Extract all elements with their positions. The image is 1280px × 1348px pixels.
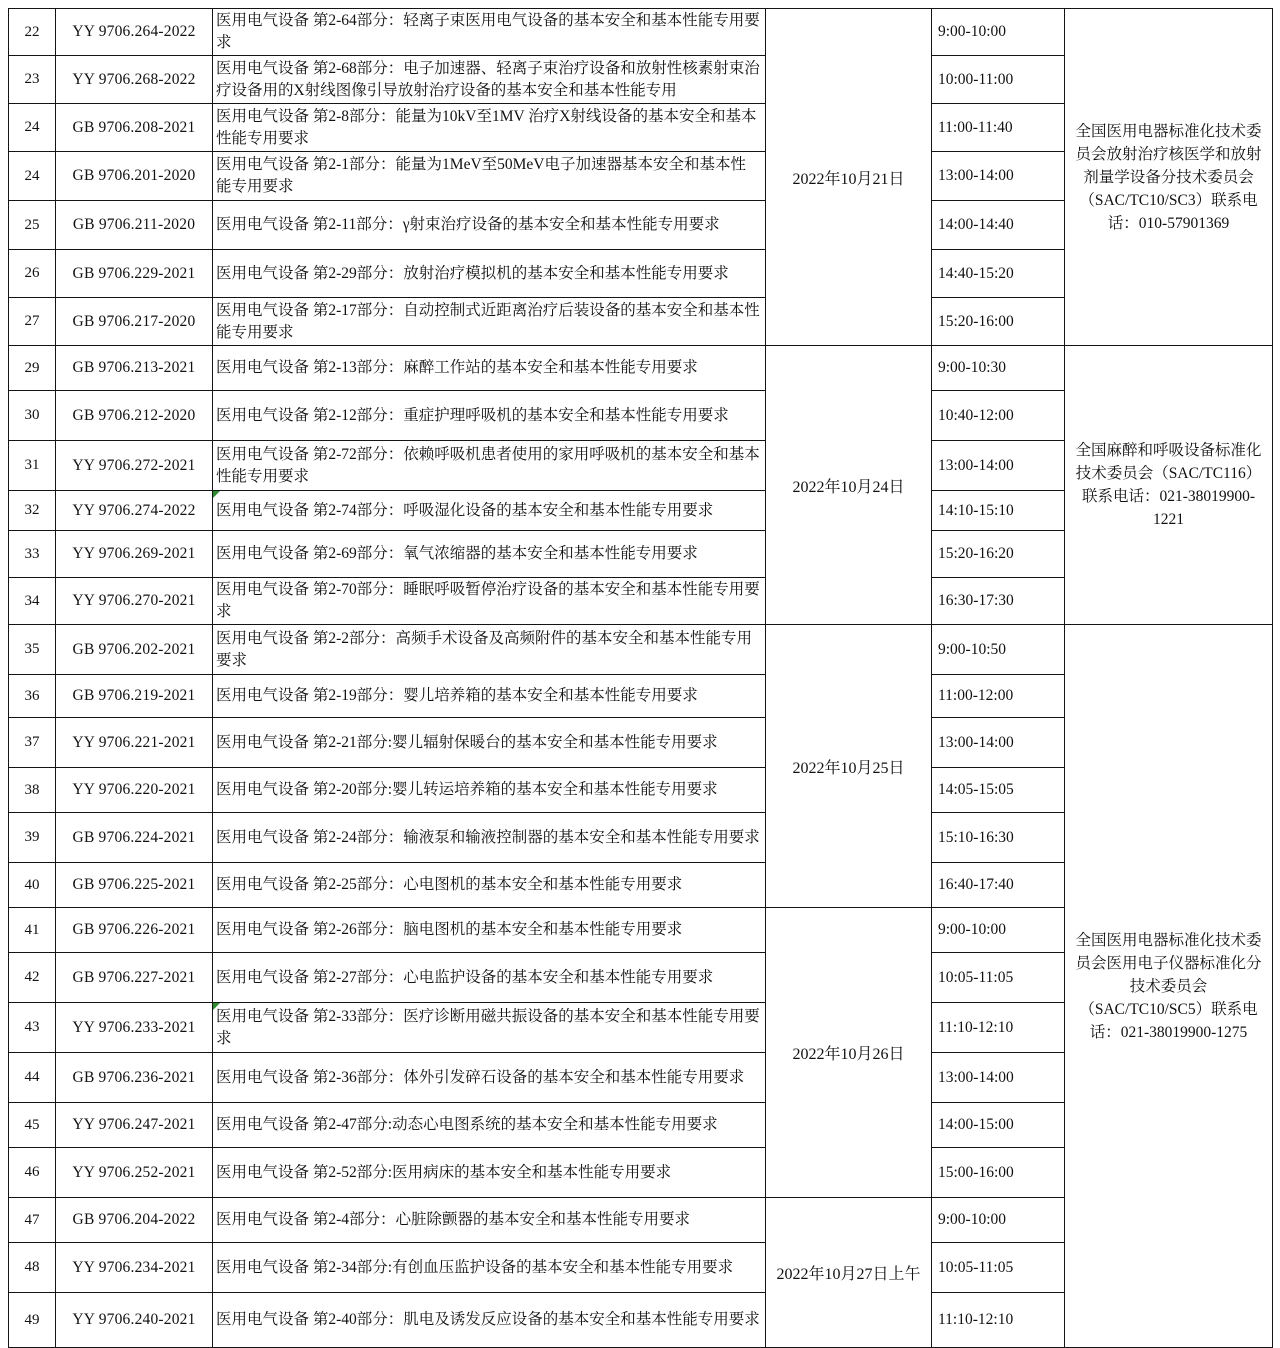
row-number-cell: 42 bbox=[9, 953, 56, 1003]
time-slot-cell: 11:10-12:10 bbox=[932, 1003, 1065, 1053]
session-date-cell: 2022年10月26日 bbox=[766, 908, 932, 1198]
time-slot-cell: 16:30-17:30 bbox=[932, 578, 1065, 625]
standard-title-cell: 医用电气设备 第2-33部分：医疗诊断用磁共振设备的基本安全和基本性能专用要求 bbox=[213, 1003, 766, 1053]
standard-code-cell: GB 9706.213-2021 bbox=[56, 346, 213, 391]
time-slot-cell: 9:00-10:50 bbox=[932, 625, 1065, 675]
row-number-cell: 37 bbox=[9, 718, 56, 768]
row-number-cell: 33 bbox=[9, 531, 56, 578]
standard-title-cell: 医用电气设备 第2-27部分：心电监护设备的基本安全和基本性能专用要求 bbox=[213, 953, 766, 1003]
row-number-cell: 40 bbox=[9, 863, 56, 908]
committee-contact-cell: 全国医用电器标准化技术委员会放射治疗核医学和放射剂量学设备分技术委员会（SAC/TC10/SC3）联系电话：010-57901369 bbox=[1065, 9, 1273, 346]
session-date-cell: 2022年10月27日上午 bbox=[766, 1198, 932, 1348]
standard-code-cell: GB 9706.229-2021 bbox=[56, 250, 213, 298]
standard-title-cell: 医用电气设备 第2-52部分:医用病床的基本安全和基本性能专用要求 bbox=[213, 1148, 766, 1198]
standard-title-cell: 医用电气设备 第2-47部分:动态心电图系统的基本安全和基本性能专用要求 bbox=[213, 1103, 766, 1148]
standard-title-cell: 医用电气设备 第2-13部分：麻醉工作站的基本安全和基本性能专用要求 bbox=[213, 346, 766, 391]
standard-code-cell: YY 9706.252-2021 bbox=[56, 1148, 213, 1198]
row-number-cell: 26 bbox=[9, 250, 56, 298]
row-number-cell: 22 bbox=[9, 9, 56, 56]
row-number-cell: 31 bbox=[9, 441, 56, 491]
standard-title-cell: 医用电气设备 第2-20部分:婴儿转运培养箱的基本安全和基本性能专用要求 bbox=[213, 768, 766, 813]
standard-title-cell: 医用电气设备 第2-17部分：自动控制式近距离治疗后装设备的基本安全和基本性能专用要求 bbox=[213, 298, 766, 346]
standard-title-cell: 医用电气设备 第2-29部分：放射治疗模拟机的基本安全和基本性能专用要求 bbox=[213, 250, 766, 298]
standard-code-cell: YY 9706.247-2021 bbox=[56, 1103, 213, 1148]
standard-title-cell: 医用电气设备 第2-36部分：体外引发碎石设备的基本安全和基本性能专用要求 bbox=[213, 1053, 766, 1103]
row-number-cell: 29 bbox=[9, 346, 56, 391]
standard-code-cell: YY 9706.234-2021 bbox=[56, 1243, 213, 1293]
row-number-cell: 25 bbox=[9, 201, 56, 250]
time-slot-cell: 14:10-15:10 bbox=[932, 491, 1065, 531]
standard-title-cell: 医用电气设备 第2-74部分：呼吸湿化设备的基本安全和基本性能专用要求 bbox=[213, 491, 766, 531]
session-date-cell: 2022年10月24日 bbox=[766, 346, 932, 625]
row-number-cell: 46 bbox=[9, 1148, 56, 1198]
time-slot-cell: 14:40-15:20 bbox=[932, 250, 1065, 298]
row-number-cell: 41 bbox=[9, 908, 56, 953]
time-slot-cell: 15:00-16:00 bbox=[932, 1148, 1065, 1198]
time-slot-cell: 13:00-14:00 bbox=[932, 718, 1065, 768]
standard-title-cell: 医用电气设备 第2-69部分：氧气浓缩器的基本安全和基本性能专用要求 bbox=[213, 531, 766, 578]
time-slot-cell: 14:00-14:40 bbox=[932, 201, 1065, 250]
standard-title-cell: 医用电气设备 第2-26部分：脑电图机的基本安全和基本性能专用要求 bbox=[213, 908, 766, 953]
time-slot-cell: 11:00-12:00 bbox=[932, 675, 1065, 718]
session-date-cell: 2022年10月25日 bbox=[766, 625, 932, 908]
row-number-cell: 47 bbox=[9, 1198, 56, 1243]
standard-code-cell: GB 9706.236-2021 bbox=[56, 1053, 213, 1103]
standard-title-cell: 医用电气设备 第2-8部分：能量为10kV至1MV 治疗X射线设备的基本安全和基本性能专用要求 bbox=[213, 104, 766, 152]
standard-title-cell: 医用电气设备 第2-11部分：γ射束治疗设备的基本安全和基本性能专用要求 bbox=[213, 201, 766, 250]
standard-code-cell: GB 9706.225-2021 bbox=[56, 863, 213, 908]
standard-title-cell: 医用电气设备 第2-64部分：轻离子束医用电气设备的基本安全和基本性能专用要求 bbox=[213, 9, 766, 56]
time-slot-cell: 9:00-10:00 bbox=[932, 908, 1065, 953]
time-slot-cell: 10:05-11:05 bbox=[932, 953, 1065, 1003]
standard-code-cell: YY 9706.221-2021 bbox=[56, 718, 213, 768]
standard-title-cell: 医用电气设备 第2-40部分：肌电及诱发反应设备的基本安全和基本性能专用要求 bbox=[213, 1293, 766, 1348]
time-slot-cell: 9:00-10:00 bbox=[932, 1198, 1065, 1243]
standard-code-cell: YY 9706.220-2021 bbox=[56, 768, 213, 813]
standard-code-cell: YY 9706.233-2021 bbox=[56, 1003, 213, 1053]
row-number-cell: 23 bbox=[9, 56, 56, 104]
row-number-cell: 27 bbox=[9, 298, 56, 346]
table-row bbox=[9, 9, 1273, 56]
standard-title-cell: 医用电气设备 第2-68部分：电子加速器、轻离子束治疗设备和放射性核素射束治疗设备用的X射线图像引导放射治疗设备的基本安全和基本性能专用 bbox=[213, 56, 766, 104]
standard-title-cell: 医用电气设备 第2-2部分：高频手术设备及高频附件的基本安全和基本性能专用要求 bbox=[213, 625, 766, 675]
schedule-table-body bbox=[9, 9, 1273, 1348]
standard-code-cell: YY 9706.272-2021 bbox=[56, 441, 213, 491]
time-slot-cell: 13:00-14:00 bbox=[932, 152, 1065, 201]
standards-schedule-table bbox=[8, 8, 1273, 1348]
standard-code-cell: YY 9706.240-2021 bbox=[56, 1293, 213, 1348]
row-number-cell: 30 bbox=[9, 391, 56, 441]
time-slot-cell: 15:10-16:30 bbox=[932, 813, 1065, 863]
standard-code-cell: GB 9706.201-2020 bbox=[56, 152, 213, 201]
row-number-cell: 45 bbox=[9, 1103, 56, 1148]
standard-code-cell: GB 9706.219-2021 bbox=[56, 675, 213, 718]
standard-code-cell: YY 9706.268-2022 bbox=[56, 56, 213, 104]
row-number-cell: 43 bbox=[9, 1003, 56, 1053]
standard-title-cell: 医用电气设备 第2-19部分：婴儿培养箱的基本安全和基本性能专用要求 bbox=[213, 675, 766, 718]
standard-title-cell: 医用电气设备 第2-24部分：输液泵和输液控制器的基本安全和基本性能专用要求 bbox=[213, 813, 766, 863]
time-slot-cell: 10:40-12:00 bbox=[932, 391, 1065, 441]
standard-title-cell: 医用电气设备 第2-21部分:婴儿辐射保暖台的基本安全和基本性能专用要求 bbox=[213, 718, 766, 768]
time-slot-cell: 14:00-15:00 bbox=[932, 1103, 1065, 1148]
time-slot-cell: 10:00-11:00 bbox=[932, 56, 1065, 104]
standard-code-cell: GB 9706.227-2021 bbox=[56, 953, 213, 1003]
standard-code-cell: GB 9706.202-2021 bbox=[56, 625, 213, 675]
standard-code-cell: YY 9706.270-2021 bbox=[56, 578, 213, 625]
committee-contact-cell: 全国麻醉和呼吸设备标准化技术委员会（SAC/TC116）联系电话：021-38019900-1221 bbox=[1065, 346, 1273, 625]
row-number-cell: 49 bbox=[9, 1293, 56, 1348]
row-number-cell: 44 bbox=[9, 1053, 56, 1103]
time-slot-cell: 9:00-10:30 bbox=[932, 346, 1065, 391]
time-slot-cell: 15:20-16:00 bbox=[932, 298, 1065, 346]
committee-contact-cell: 全国医用电器标准化技术委员会医用电子仪器标准化分技术委员会（SAC/TC10/SC5）联系电话：021-38019900-1275 bbox=[1065, 625, 1273, 1348]
row-number-cell: 48 bbox=[9, 1243, 56, 1293]
standard-code-cell: YY 9706.264-2022 bbox=[56, 9, 213, 56]
standard-code-cell: GB 9706.217-2020 bbox=[56, 298, 213, 346]
time-slot-cell: 14:05-15:05 bbox=[932, 768, 1065, 813]
time-slot-cell: 16:40-17:40 bbox=[932, 863, 1065, 908]
table-row bbox=[9, 346, 1273, 391]
time-slot-cell: 15:20-16:20 bbox=[932, 531, 1065, 578]
standard-code-cell: GB 9706.212-2020 bbox=[56, 391, 213, 441]
table-row bbox=[9, 625, 1273, 675]
standard-title-cell: 医用电气设备 第2-34部分:有创血压监护设备的基本安全和基本性能专用要求 bbox=[213, 1243, 766, 1293]
standard-code-cell: GB 9706.211-2020 bbox=[56, 201, 213, 250]
row-number-cell: 36 bbox=[9, 675, 56, 718]
standard-title-cell: 医用电气设备 第2-12部分：重症护理呼吸机的基本安全和基本性能专用要求 bbox=[213, 391, 766, 441]
standard-title-cell: 医用电气设备 第2-72部分：依赖呼吸机患者使用的家用呼吸机的基本安全和基本性能专用要求 bbox=[213, 441, 766, 491]
row-number-cell: 24 bbox=[9, 104, 56, 152]
standard-code-cell: GB 9706.224-2021 bbox=[56, 813, 213, 863]
standard-title-cell: 医用电气设备 第2-1部分：能量为1MeV至50MeV电子加速器基本安全和基本性能专用要求 bbox=[213, 152, 766, 201]
time-slot-cell: 9:00-10:00 bbox=[932, 9, 1065, 56]
standard-title-cell: 医用电气设备 第2-70部分：睡眠呼吸暂停治疗设备的基本安全和基本性能专用要求 bbox=[213, 578, 766, 625]
row-number-cell: 32 bbox=[9, 491, 56, 531]
time-slot-cell: 13:00-14:00 bbox=[932, 441, 1065, 491]
row-number-cell: 35 bbox=[9, 625, 56, 675]
session-date-cell: 2022年10月21日 bbox=[766, 9, 932, 346]
row-number-cell: 38 bbox=[9, 768, 56, 813]
row-number-cell: 34 bbox=[9, 578, 56, 625]
time-slot-cell: 10:05-11:05 bbox=[932, 1243, 1065, 1293]
standard-code-cell: YY 9706.274-2022 bbox=[56, 491, 213, 531]
time-slot-cell: 13:00-14:00 bbox=[932, 1053, 1065, 1103]
standard-code-cell: GB 9706.208-2021 bbox=[56, 104, 213, 152]
standard-code-cell: GB 9706.226-2021 bbox=[56, 908, 213, 953]
standard-code-cell: YY 9706.269-2021 bbox=[56, 531, 213, 578]
standard-code-cell: GB 9706.204-2022 bbox=[56, 1198, 213, 1243]
time-slot-cell: 11:10-12:10 bbox=[932, 1293, 1065, 1348]
standard-title-cell: 医用电气设备 第2-25部分：心电图机的基本安全和基本性能专用要求 bbox=[213, 863, 766, 908]
time-slot-cell: 11:00-11:40 bbox=[932, 104, 1065, 152]
row-number-cell: 24 bbox=[9, 152, 56, 201]
row-number-cell: 39 bbox=[9, 813, 56, 863]
standard-title-cell: 医用电气设备 第2-4部分：心脏除颤器的基本安全和基本性能专用要求 bbox=[213, 1198, 766, 1243]
